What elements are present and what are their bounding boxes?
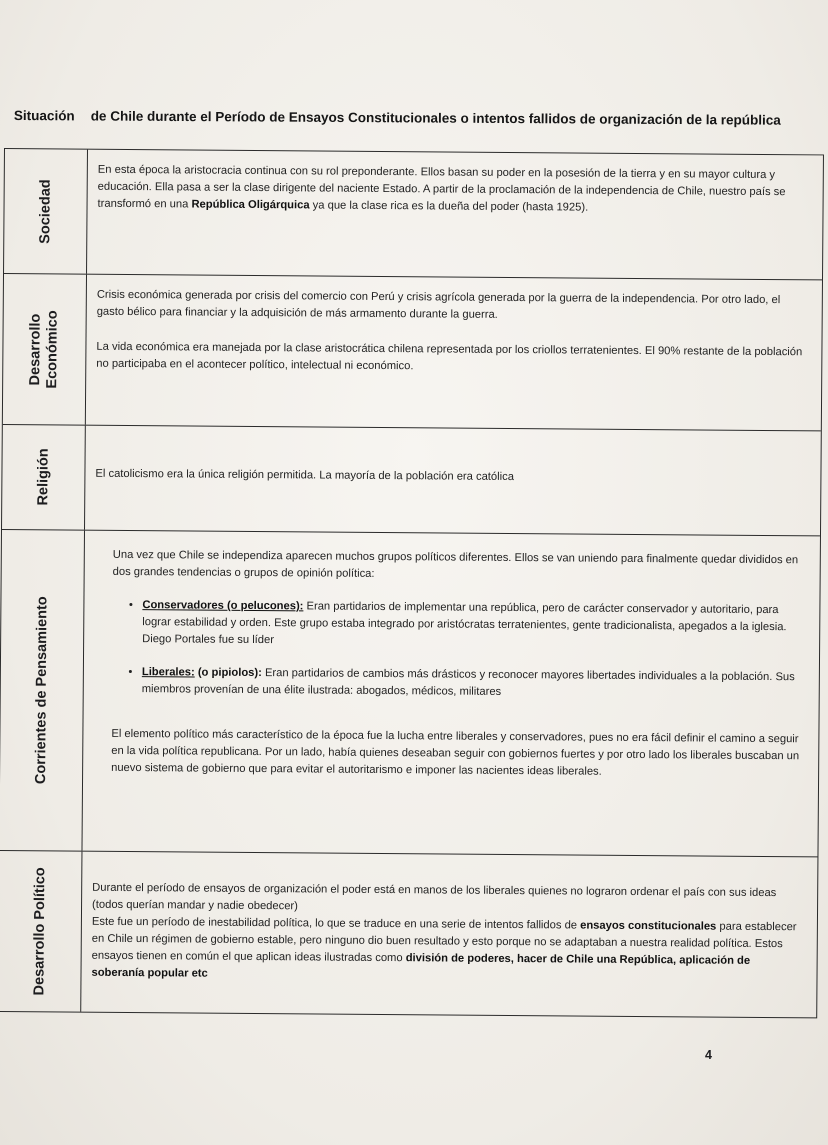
row-sociedad [4, 149, 823, 279]
conservadores-heading: Conservadores (o pelucones): [142, 599, 304, 613]
content-table [0, 148, 824, 1018]
content-corrientes [82, 531, 819, 857]
religion-text: El catolicismo era la única religión permitida. La mayoría de la población era católica [95, 467, 514, 483]
row-religion [2, 424, 821, 535]
liberales-heading: Liberales: [141, 666, 195, 679]
politico-text-a: Este fue un período de inestabilidad política, lo que se traduce en una serie de intentos fallidos de [91, 915, 581, 932]
liberales-alias: (o pipiolos): [194, 666, 262, 680]
content-religion [85, 426, 821, 536]
title-part-1: Situación [13, 108, 75, 124]
label-line-2: Económico [44, 310, 61, 389]
row-desarrollo-politico [0, 850, 817, 1017]
politico-bold-1: ensayos constitucionales [580, 919, 717, 933]
list-item-conservadores [142, 597, 801, 653]
row-label-cell [0, 530, 85, 851]
label-religion: Religión [34, 448, 52, 506]
economico-paragraph-2: La vida económica era manejada por la clase aristocrática chilena representada por los criollos terratenientes. El 90% restante de la población no participaba en el acontecer político, intelectual ni económico. [96, 340, 803, 373]
sociedad-text-bold: República Oligárquica [191, 198, 310, 212]
list-item-liberales [142, 664, 801, 703]
row-label-cell [3, 274, 87, 425]
liberales-text: Eran partidarios de cambios más drásticos y reconocer mayores libertades individuales a la población. Sus miembros provenían de una élite ilustrada: abogados, médicos, militares [141, 667, 795, 698]
politico-bold-2: división de poderes, hacer de Chile una República, aplicación de soberanía popular etc [91, 952, 751, 980]
sociedad-text-a: En esta época la aristocracia continua con su rol preponderante. Ellos basan su poder en la posesión de la tierra y en su mayor cultura y educación. Ella pasa a ser la clase dirigente del naciente Estado. A partir de la proclamación de la independencia de Chile, nuestro país se transformó en una [97, 163, 786, 211]
label-desarrollo-economico [27, 310, 62, 388]
title-part-2: de Chile durante el Período de Ensayos Constitucionales o intentos fallidos de organización de la república [90, 108, 781, 128]
page-number: 4 [705, 1048, 712, 1062]
politico-paragraph-2 [91, 914, 799, 988]
label-line-1: Desarrollo [27, 313, 44, 386]
row-label-cell [2, 425, 86, 530]
page-title [14, 108, 814, 128]
content-desarrollo-politico [81, 852, 817, 1018]
row-label-cell [0, 851, 82, 1012]
economico-paragraph-1: Crisis económica generada por crisis del comercio con Perú y crisis agrícola generada por la guerra de la independencia. Por otro lado, el gasto bélico para financiar y la adquisición de más armamento durante la guerra. [96, 288, 781, 321]
corrientes-intro: Una vez que Chile se independiza aparecen muchos grupos políticos diferentes. Ellos se van uniendo para finalmente quedar divididos en dos grandes tendencias o grupos de opinión política: [112, 548, 799, 580]
content-sociedad [87, 150, 823, 280]
corrientes-closing: El elemento político más característico de la época fue la lucha entre liberales y conservadores, pues no era fácil definir el camino a seguir en la vida política republicana. Por un lado, había quienes deseaban seguir con gobiernos fuertes y por otro lado los liberales buscaban un nuevo sistema de gobierno que para evitar el autoritarismo e imponer las nacientes ideas liberales. [111, 727, 800, 778]
label-desarrollo-politico: Desarrollo Político [30, 867, 48, 996]
row-corrientes [0, 529, 820, 856]
politico-paragraph-1: Durante el período de ensayos de organización el poder está en manos de los liberales quienes no lograron ordenar el país con sus ideas (todos querían mandar y nadie obedecer) [92, 881, 777, 913]
sociedad-text-b: ya que la clase rica es la dueña del poder (hasta 1925). [309, 199, 589, 214]
conservadores-text: Eran partidarios de implementar una república, pero de carácter conservador y autoritario, para lograr estabilidad y orden. Este grupo estaba integrado por aristócratas terratenientes, gente tradicionalista, apegados a la iglesia. Diego Portales fue su líder [142, 600, 787, 647]
content-desarrollo-economico [86, 275, 822, 431]
politico-text-b: para establecer en Chile un régimen de gobierno estable, pero ninguno dio buen resultado y esto porque no se adaptaban a nuestra realidad política. Estos ensayos tienen en común el que aplican ideas ilustradas como [91, 920, 797, 965]
label-corrientes: Corrientes de Pensamiento [32, 596, 50, 785]
row-label-cell [4, 149, 88, 274]
label-sociedad: Sociedad [36, 179, 54, 244]
row-desarrollo-economico [3, 273, 822, 430]
corrientes-list [112, 597, 802, 703]
